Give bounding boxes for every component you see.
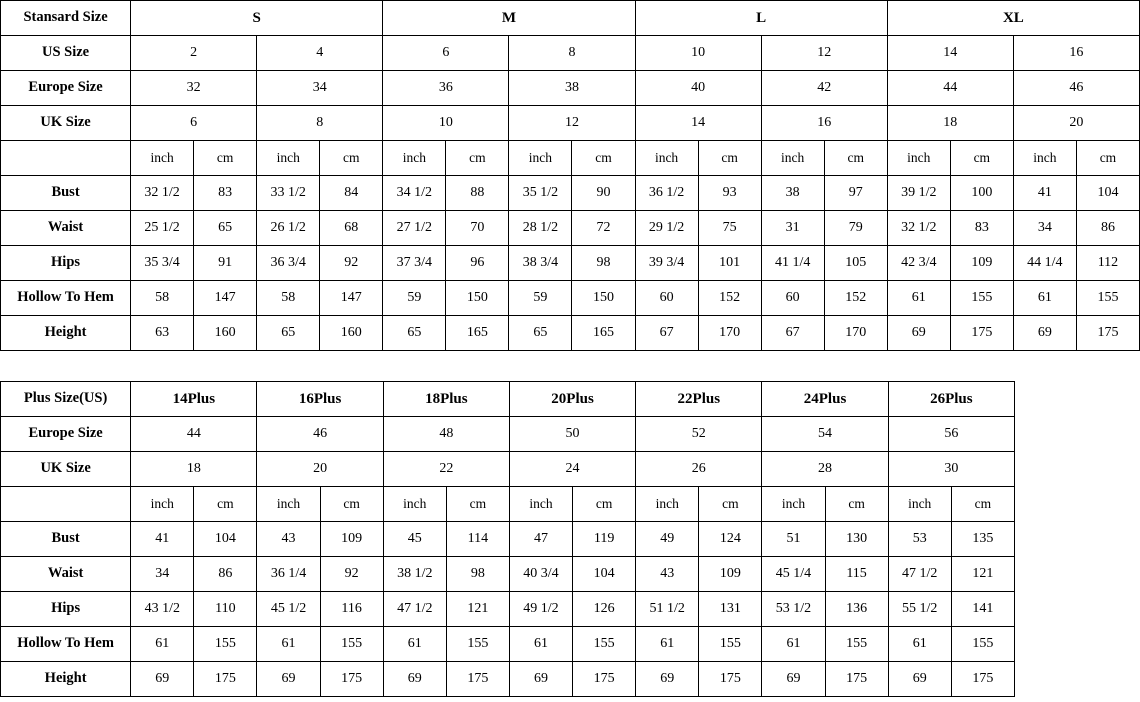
measurement-cell: 165: [572, 316, 635, 351]
row-label-uk-size: UK Size: [1, 452, 131, 487]
measurement-cell: 91: [194, 246, 257, 281]
measurement-cell: 45 1/2: [257, 592, 320, 627]
measurement-cell: 131: [699, 592, 762, 627]
measurement-cell: 43: [257, 522, 320, 557]
measurement-cell: 175: [950, 316, 1013, 351]
measurement-cell: 67: [761, 316, 824, 351]
measurement-cell: 51: [762, 522, 825, 557]
measurement-cell: 114: [446, 522, 509, 557]
europe-size-value: 42: [761, 71, 887, 106]
measurement-cell: 175: [825, 662, 888, 697]
unit-header: cm: [194, 487, 257, 522]
measurement-cell: 126: [573, 592, 636, 627]
measurement-cell: 92: [320, 246, 383, 281]
measurement-cell: 98: [446, 557, 509, 592]
measurement-cell: 104: [573, 557, 636, 592]
europe-size-value: 36: [383, 71, 509, 106]
measurement-cell: 175: [194, 662, 257, 697]
measurement-cell: 31: [761, 211, 824, 246]
group-size-l: L: [635, 1, 887, 36]
measurement-cell: 43: [636, 557, 699, 592]
measurement-cell: 175: [573, 662, 636, 697]
measurement-cell: 155: [573, 627, 636, 662]
measurement-cell: 101: [698, 246, 761, 281]
unit-header: cm: [825, 487, 888, 522]
europe-size-value: 44: [887, 71, 1013, 106]
uk-size-value: 18: [131, 452, 257, 487]
measurement-cell: 61: [1013, 281, 1076, 316]
group-size-xl: XL: [887, 1, 1139, 36]
row-label-europe-size: Europe Size: [1, 71, 131, 106]
unit-header: inch: [257, 487, 320, 522]
plus-size-16: 16Plus: [257, 382, 383, 417]
measurement-cell: 61: [762, 627, 825, 662]
us-size-value: 6: [383, 36, 509, 71]
measurement-cell: 42 3/4: [887, 246, 950, 281]
measurement-cell: 150: [572, 281, 635, 316]
europe-size-value: 46: [1013, 71, 1139, 106]
row-label-bust: Bust: [1, 176, 131, 211]
us-size-value: 4: [257, 36, 383, 71]
plus-size-14: 14Plus: [131, 382, 257, 417]
row-label-us-size: US Size: [1, 36, 131, 71]
measurement-cell: 116: [320, 592, 383, 627]
uk-size-value: 16: [761, 106, 887, 141]
measurement-cell: 36 1/4: [257, 557, 320, 592]
measurement-cell: 41: [1013, 176, 1076, 211]
unit-header: inch: [509, 487, 572, 522]
unit-header: cm: [194, 141, 257, 176]
measurement-cell: 67: [635, 316, 698, 351]
measurement-cell: 39 3/4: [635, 246, 698, 281]
uk-size-value: 22: [383, 452, 509, 487]
measurement-cell: 104: [194, 522, 257, 557]
measurement-cell: 155: [194, 627, 257, 662]
measurement-cell: 61: [636, 627, 699, 662]
measurement-cell: 40 3/4: [509, 557, 572, 592]
measurement-cell: 170: [824, 316, 887, 351]
measurement-cell: 68: [320, 211, 383, 246]
measurement-cell: 86: [194, 557, 257, 592]
unit-header: cm: [950, 141, 1013, 176]
measurement-cell: 84: [320, 176, 383, 211]
measurement-cell: 35 1/2: [509, 176, 572, 211]
measurement-cell: 58: [257, 281, 320, 316]
measurement-cell: 34 1/2: [383, 176, 446, 211]
measurement-cell: 97: [824, 176, 887, 211]
plus-size-18: 18Plus: [383, 382, 509, 417]
uk-size-value: 8: [257, 106, 383, 141]
measurement-cell: 79: [824, 211, 887, 246]
europe-size-value: 48: [383, 417, 509, 452]
measurement-cell: 83: [194, 176, 257, 211]
measurement-cell: 25 1/2: [131, 211, 194, 246]
measurement-cell: 152: [824, 281, 887, 316]
plus-size-26: 26Plus: [888, 382, 1014, 417]
table-row-plus-europe-size: [1, 417, 1015, 452]
measurement-cell: 63: [131, 316, 194, 351]
unit-header: inch: [888, 487, 951, 522]
measurement-cell: 175: [1076, 316, 1139, 351]
table-row: [1, 281, 1140, 316]
measurement-cell: 27 1/2: [383, 211, 446, 246]
measurement-cell: 69: [762, 662, 825, 697]
units-row-empty-cell: [1, 487, 131, 522]
measurement-cell: 175: [320, 662, 383, 697]
us-size-value: 2: [131, 36, 257, 71]
table-row: [1, 316, 1140, 351]
europe-size-value: 52: [636, 417, 762, 452]
measurement-cell: 155: [951, 627, 1014, 662]
row-label-waist: Waist: [1, 211, 131, 246]
measurement-cell: 34: [1013, 211, 1076, 246]
europe-size-value: 46: [257, 417, 383, 452]
uk-size-value: 10: [383, 106, 509, 141]
measurement-cell: 36 3/4: [257, 246, 320, 281]
measurement-cell: 105: [824, 246, 887, 281]
uk-size-value: 28: [762, 452, 888, 487]
table-row-units: [1, 141, 1140, 176]
measurement-cell: 58: [131, 281, 194, 316]
measurement-cell: 155: [825, 627, 888, 662]
measurement-cell: 124: [699, 522, 762, 557]
measurement-cell: 109: [699, 557, 762, 592]
measurement-cell: 93: [698, 176, 761, 211]
measurement-cell: 53 1/2: [762, 592, 825, 627]
unit-header: cm: [699, 487, 762, 522]
measurement-cell: 51 1/2: [636, 592, 699, 627]
measurement-cell: 170: [698, 316, 761, 351]
measurement-cell: 65: [383, 316, 446, 351]
measurement-cell: 36 1/2: [635, 176, 698, 211]
uk-size-value: 18: [887, 106, 1013, 141]
measurement-cell: 65: [509, 316, 572, 351]
unit-header: cm: [446, 141, 509, 176]
measurement-cell: 65: [194, 211, 257, 246]
table-row-uk-size: [1, 106, 1140, 141]
unit-header: cm: [1076, 141, 1139, 176]
measurement-cell: 70: [446, 211, 509, 246]
measurement-cell: 119: [573, 522, 636, 557]
us-size-value: 16: [1013, 36, 1139, 71]
table-row: [1, 176, 1140, 211]
measurement-cell: 155: [699, 627, 762, 662]
measurement-cell: 61: [888, 627, 951, 662]
measurement-cell: 61: [887, 281, 950, 316]
unit-header: inch: [762, 487, 825, 522]
measurement-cell: 69: [887, 316, 950, 351]
measurement-cell: 41: [131, 522, 194, 557]
row-label-hips: Hips: [1, 592, 131, 627]
measurement-cell: 32 1/2: [131, 176, 194, 211]
unit-header: inch: [509, 141, 572, 176]
us-size-value: 10: [635, 36, 761, 71]
group-size-m: M: [383, 1, 635, 36]
measurement-cell: 141: [951, 592, 1014, 627]
measurement-cell: 104: [1076, 176, 1139, 211]
measurement-cell: 69: [636, 662, 699, 697]
measurement-cell: 152: [698, 281, 761, 316]
measurement-cell: 175: [951, 662, 1014, 697]
measurement-cell: 86: [1076, 211, 1139, 246]
measurement-cell: 38 3/4: [509, 246, 572, 281]
measurement-cell: 165: [446, 316, 509, 351]
measurement-cell: 109: [320, 522, 383, 557]
measurement-cell: 33 1/2: [257, 176, 320, 211]
row-label-bust: Bust: [1, 522, 131, 557]
measurement-cell: 96: [446, 246, 509, 281]
measurement-cell: 61: [131, 627, 194, 662]
unit-header: cm: [320, 141, 383, 176]
row-label-height: Height: [1, 662, 131, 697]
measurement-cell: 60: [635, 281, 698, 316]
plus-size-22: 22Plus: [636, 382, 762, 417]
unit-header: inch: [257, 141, 320, 176]
unit-header: cm: [572, 141, 635, 176]
measurement-cell: 88: [446, 176, 509, 211]
europe-size-value: 44: [131, 417, 257, 452]
measurement-cell: 29 1/2: [635, 211, 698, 246]
measurement-cell: 155: [950, 281, 1013, 316]
measurement-cell: 150: [446, 281, 509, 316]
unit-header: inch: [887, 141, 950, 176]
measurement-cell: 61: [509, 627, 572, 662]
uk-size-value: 24: [509, 452, 635, 487]
units-row-empty-cell: [1, 141, 131, 176]
table-row: [1, 246, 1140, 281]
measurement-cell: 72: [572, 211, 635, 246]
measurement-cell: 49: [636, 522, 699, 557]
measurement-cell: 61: [257, 627, 320, 662]
measurement-cell: 69: [509, 662, 572, 697]
unit-header: cm: [951, 487, 1014, 522]
table-row: [1, 557, 1015, 592]
table-row-us-size: [1, 36, 1140, 71]
standard-size-corner-label: Stansard Size: [1, 1, 131, 36]
europe-size-value: 38: [509, 71, 635, 106]
measurement-cell: 155: [446, 627, 509, 662]
measurement-cell: 98: [572, 246, 635, 281]
unit-header: inch: [636, 487, 699, 522]
measurement-cell: 35 3/4: [131, 246, 194, 281]
measurement-cell: 147: [194, 281, 257, 316]
unit-header: cm: [320, 487, 383, 522]
measurement-cell: 39 1/2: [887, 176, 950, 211]
plus-size-corner-label: Plus Size(US): [1, 382, 131, 417]
measurement-cell: 49 1/2: [509, 592, 572, 627]
row-label-hollow-to-hem: Hollow To Hem: [1, 627, 131, 662]
measurement-cell: 65: [257, 316, 320, 351]
uk-size-value: 6: [131, 106, 257, 141]
row-label-height: Height: [1, 316, 131, 351]
table-row: [1, 211, 1140, 246]
measurement-cell: 55 1/2: [888, 592, 951, 627]
unit-header: inch: [131, 141, 194, 176]
measurement-cell: 69: [888, 662, 951, 697]
measurement-cell: 100: [950, 176, 1013, 211]
unit-header: cm: [446, 487, 509, 522]
europe-size-value: 40: [635, 71, 761, 106]
measurement-cell: 155: [320, 627, 383, 662]
measurement-cell: 69: [383, 662, 446, 697]
table-row-europe-size: [1, 71, 1140, 106]
measurement-cell: 59: [509, 281, 572, 316]
unit-header: inch: [1013, 141, 1076, 176]
measurement-cell: 175: [699, 662, 762, 697]
measurement-cell: 61: [383, 627, 446, 662]
uk-size-value: 30: [888, 452, 1014, 487]
measurement-cell: 34: [131, 557, 194, 592]
measurement-cell: 69: [1013, 316, 1076, 351]
measurement-cell: 69: [131, 662, 194, 697]
measurement-cell: 112: [1076, 246, 1139, 281]
unit-header: inch: [383, 141, 446, 176]
uk-size-value: 12: [509, 106, 635, 141]
table-row: [1, 662, 1015, 697]
measurement-cell: 109: [950, 246, 1013, 281]
measurement-cell: 37 3/4: [383, 246, 446, 281]
measurement-cell: 75: [698, 211, 761, 246]
measurement-cell: 32 1/2: [887, 211, 950, 246]
table-row-plus-uk-size: [1, 452, 1015, 487]
row-label-hips: Hips: [1, 246, 131, 281]
table-row-group-sizes: [1, 1, 1140, 36]
measurement-cell: 45 1/4: [762, 557, 825, 592]
uk-size-value: 20: [1013, 106, 1139, 141]
europe-size-value: 32: [131, 71, 257, 106]
measurement-cell: 60: [761, 281, 824, 316]
unit-header: cm: [824, 141, 887, 176]
measurement-cell: 47 1/2: [383, 592, 446, 627]
table-row: [1, 592, 1015, 627]
measurement-cell: 47: [509, 522, 572, 557]
measurement-cell: 69: [257, 662, 320, 697]
us-size-value: 12: [761, 36, 887, 71]
measurement-cell: 160: [320, 316, 383, 351]
table-row: [1, 627, 1015, 662]
plus-size-table: [0, 381, 1015, 697]
measurement-cell: 38 1/2: [383, 557, 446, 592]
us-size-value: 8: [509, 36, 635, 71]
measurement-cell: 26 1/2: [257, 211, 320, 246]
uk-size-value: 26: [636, 452, 762, 487]
measurement-cell: 121: [951, 557, 1014, 592]
unit-header: inch: [761, 141, 824, 176]
europe-size-value: 34: [257, 71, 383, 106]
measurement-cell: 135: [951, 522, 1014, 557]
unit-header: cm: [698, 141, 761, 176]
row-label-europe-size: Europe Size: [1, 417, 131, 452]
us-size-value: 14: [887, 36, 1013, 71]
table-row-plus-sizes: [1, 382, 1015, 417]
measurement-cell: 130: [825, 522, 888, 557]
measurement-cell: 175: [446, 662, 509, 697]
row-label-hollow-to-hem: Hollow To Hem: [1, 281, 131, 316]
measurement-cell: 155: [1076, 281, 1139, 316]
plus-size-20: 20Plus: [509, 382, 635, 417]
measurement-cell: 110: [194, 592, 257, 627]
measurement-cell: 53: [888, 522, 951, 557]
row-label-uk-size: UK Size: [1, 106, 131, 141]
europe-size-value: 56: [888, 417, 1014, 452]
measurement-cell: 45: [383, 522, 446, 557]
measurement-cell: 38: [761, 176, 824, 211]
measurement-cell: 41 1/4: [761, 246, 824, 281]
measurement-cell: 147: [320, 281, 383, 316]
table-row-plus-units: [1, 487, 1015, 522]
uk-size-value: 14: [635, 106, 761, 141]
measurement-cell: 90: [572, 176, 635, 211]
measurement-cell: 47 1/2: [888, 557, 951, 592]
uk-size-value: 20: [257, 452, 383, 487]
europe-size-value: 54: [762, 417, 888, 452]
measurement-cell: 59: [383, 281, 446, 316]
measurement-cell: 121: [446, 592, 509, 627]
measurement-cell: 136: [825, 592, 888, 627]
row-label-waist: Waist: [1, 557, 131, 592]
plus-size-24: 24Plus: [762, 382, 888, 417]
group-size-s: S: [131, 1, 383, 36]
unit-header: inch: [131, 487, 194, 522]
measurement-cell: 92: [320, 557, 383, 592]
measurement-cell: 28 1/2: [509, 211, 572, 246]
measurement-cell: 115: [825, 557, 888, 592]
europe-size-value: 50: [509, 417, 635, 452]
table-row: [1, 522, 1015, 557]
unit-header: inch: [635, 141, 698, 176]
unit-header: cm: [573, 487, 636, 522]
measurement-cell: 83: [950, 211, 1013, 246]
unit-header: inch: [383, 487, 446, 522]
measurement-cell: 43 1/2: [131, 592, 194, 627]
measurement-cell: 160: [194, 316, 257, 351]
measurement-cell: 44 1/4: [1013, 246, 1076, 281]
